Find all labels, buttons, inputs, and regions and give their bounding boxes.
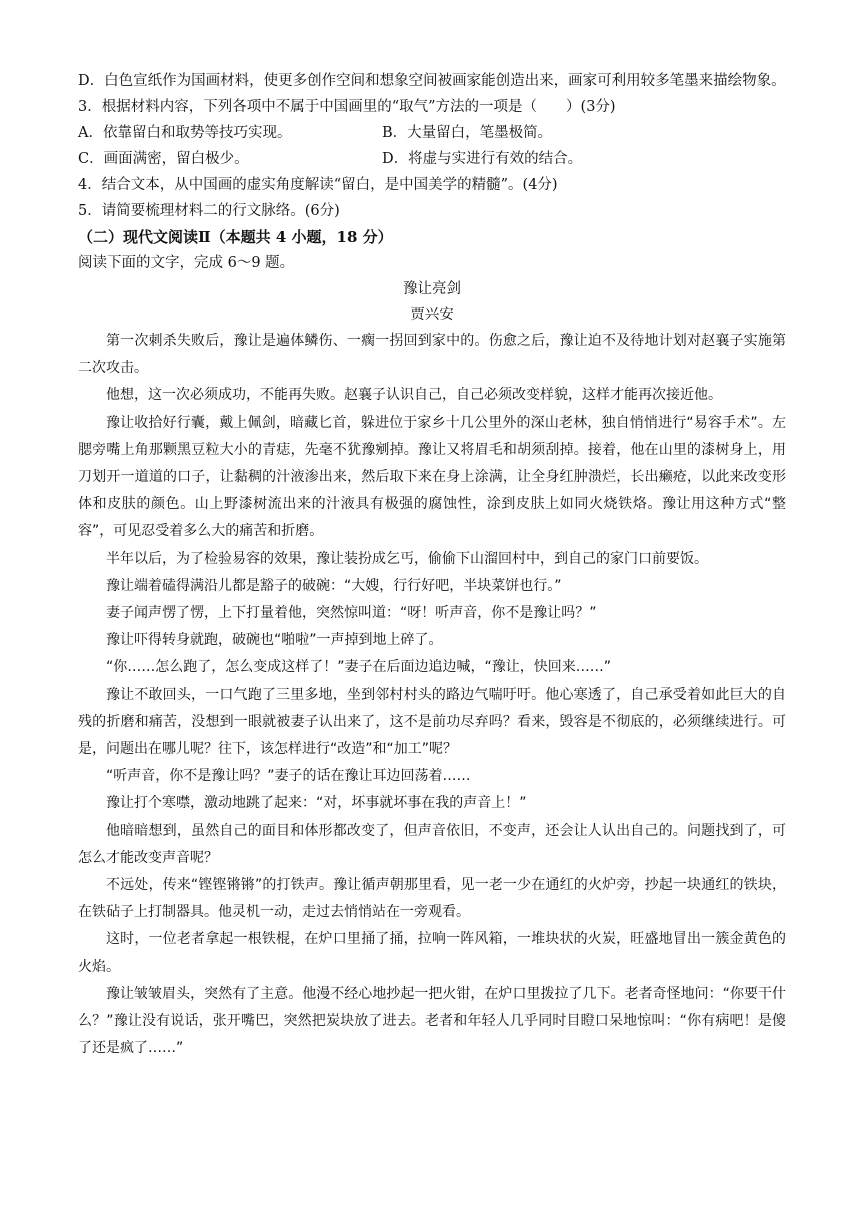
story-paragraph: “你……怎么跑了，怎么变成这样了！”妻子在后面边追边喊，“豫让，快回来……” — [106, 659, 612, 676]
story-body — [78, 328, 786, 1062]
option-d-previous-question: D．白色宣纸作为国画材料，使更多创作空间和想象空间被画家能创造出来，画家可利用较多笔墨来描绘物象。 — [78, 73, 786, 89]
story-paragraph: 豫让不敢回头，一口气跑了三里多地，坐到邻村村头的路边气喘吁吁。他心寒透了，自己承受着如此巨大的自残的折磨和痛苦，没想到一眼就被妻子认出来了，这不是前功尽弃吗？看来，毁容是不彻底的，必须继续进行。可是，问题出在哪儿呢？往下，该怎样进行“改造”和“加工”呢？ — [78, 686, 786, 758]
question-3-option-c: C．画面满密，留白极少。 — [78, 151, 249, 167]
story-paragraph: 豫让收拾好行囊，戴上佩剑，暗藏匕首，躲进位于家乡十几公里外的深山老林，独自悄悄进行“易容手术”。左腮旁嘴上角那颗黑豆粒大小的青痣，先毫不犹豫剜掉。豫让又将眉毛和胡须刮掉。接着，他在山里的漆树身上，用刀划开一道道的口子，让黏稠的汁液渗出来，然后取下来在身上涂满，让全身红肿溃烂，长出癞疮，以此来改变形体和皮肤的颜色。山上野漆树流出来的汁液具有极强的腐蚀性，涂到皮肤上如同火烧铁烙。豫让用这种方式“整容”，可见忍受着多么大的痛苦和折磨。 — [78, 414, 786, 540]
story-author: 贾兴安 — [410, 307, 454, 323]
story-paragraph: 豫让端着磕得满沿儿都是豁子的破碗：“大嫂，行行好吧，半块菜饼也行。” — [106, 577, 562, 594]
question-3-options-row-1 — [78, 120, 786, 146]
question-3-options-row-2 — [78, 146, 786, 172]
story-paragraph: 豫让皱皱眉头，突然有了主意。他漫不经心地抄起一把火钳，在炉口里拨拉了几下。老者奇怪地问：“你要干什么？”豫让没有说话，张开嘴巴，突然把炭块放了进去。老者和年轻人几乎同时目瞪口呆地惊叫：“你有病吧！是傻了还是疯了……” — [78, 985, 786, 1057]
story-paragraph: “听声音，你不是豫让吗？”妻子的话在豫让耳边回荡着…… — [106, 768, 471, 785]
story-paragraph: 他暗暗想到，虽然自己的面目和体形都改变了，但声音依旧，不变声，还会让人认出自己的。问题找到了，可怎么才能改变声音呢？ — [78, 822, 786, 866]
story-paragraph: 他想，这一次必须成功，不能再失败。赵襄子认识自己，自己必须改变样貌，这样才能再次接近他。 — [106, 387, 722, 404]
story-title: 豫让亮剑 — [403, 281, 461, 297]
story-paragraph: 妻子闻声愣了愣，上下打量着他，突然惊叫道：“呀！听声音，你不是豫让吗？” — [106, 605, 597, 622]
story-paragraph: 第一次刺杀失败后，豫让是遍体鳞伤、一瘸一拐回到家中的。伤愈之后，豫让迫不及待地计划对赵襄子实施第二次攻击。 — [78, 333, 786, 377]
question-3-option-b: B．大量留白，笔墨极简。 — [382, 125, 553, 141]
story-paragraph: 豫让打个寒噤，激动地跳了起来：“对，坏事就坏事在我的声音上！” — [106, 795, 527, 812]
question-3-option-a: A．依靠留白和取势等技巧实现。 — [78, 125, 292, 141]
story-paragraph: 不远处，传来“铿铿锵锵”的打铁声。豫让循声朝那里看，见一老一少在通红的火炉旁，抄起一块通红的铁块，在铁砧子上打制器具。他灵机一动，走过去悄悄站在一旁观看。 — [78, 877, 786, 921]
exam-page — [78, 68, 786, 1062]
section-instruction: 阅读下面的文字，完成 6～9 题。 — [78, 255, 295, 271]
question-5: 5．请简要梳理材料二的行文脉络。(6分) — [78, 203, 340, 219]
section-heading: （二）现代文阅读Ⅱ（本题共 4 小题，18 分） — [78, 228, 393, 246]
question-3-stem: 3．根据材料内容，下列各项中不属于中国画里的“取气”方法的一项是（ ）(3分) — [78, 99, 616, 115]
question-3-option-d: D．将虚与实进行有效的结合。 — [382, 151, 583, 167]
story-paragraph: 豫让吓得转身就跑，破碗也“啪啦”一声掉到地上碎了。 — [106, 632, 443, 649]
question-4: 4．结合文本，从中国画的虚实角度解读“留白，是中国美学的精髓”。(4分) — [78, 177, 558, 193]
story-paragraph: 半年以后，为了检验易容的效果，豫让装扮成乞丐，偷偷下山溜回村中，到自己的家门口前要饭。 — [106, 550, 708, 567]
story-paragraph: 这时，一位老者拿起一根铁棍，在炉口里捅了捅，拉响一阵风箱，一堆块状的火炭，旺盛地冒出一簇金黄色的火焰。 — [78, 931, 786, 975]
